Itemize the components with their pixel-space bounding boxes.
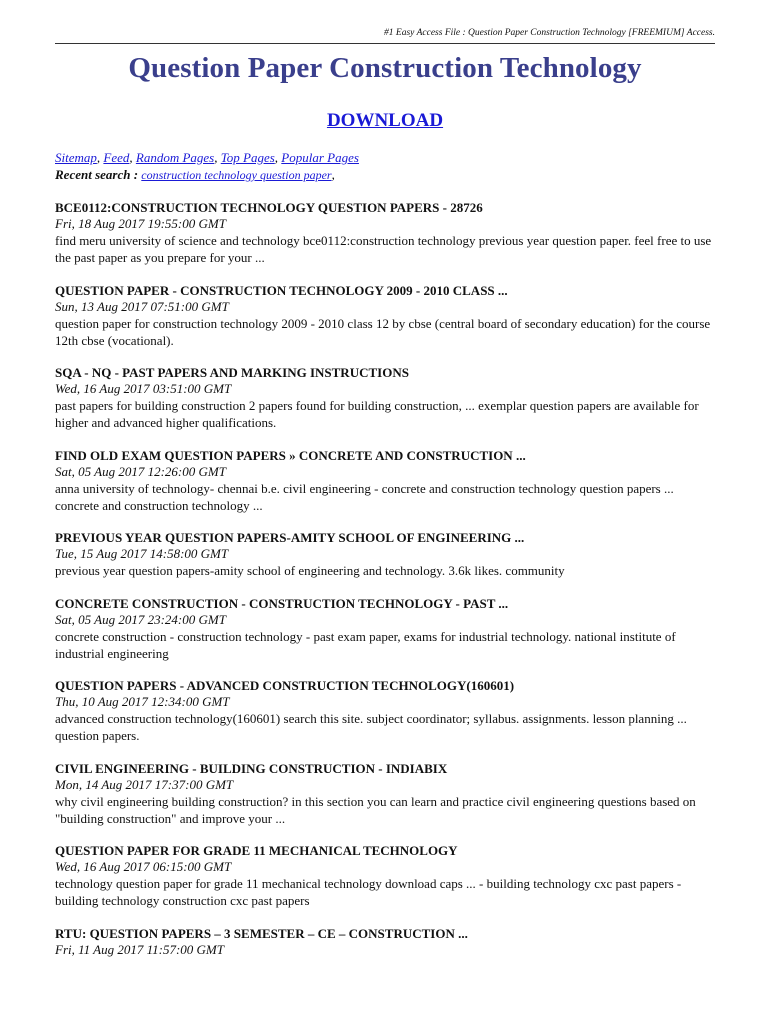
result-title: BCE0112:CONSTRUCTION TECHNOLOGY QUESTION PAPERS - 28726 (55, 200, 483, 215)
result-title: CIVIL ENGINEERING - BUILDING CONSTRUCTION - INDIABIX (55, 760, 448, 776)
result-description: anna university of technology- chennai b.e. civil engineering - concrete and construction technology question papers ... concrete and construction technology ... (55, 480, 674, 513)
result-title: QUESTION PAPER FOR GRADE 11 MECHANICAL TECHNOLOGY (55, 843, 458, 858)
result-item (55, 364, 715, 431)
nav-links: Sitemap, Feed, Random Pages, Top Pages, Popular Pages (55, 150, 359, 165)
result-date: Fri, 11 Aug 2017 11:57:00 GMT (55, 941, 224, 957)
result-item (55, 760, 715, 827)
nav-link-popular-pages[interactable]: Popular Pages (281, 150, 359, 165)
result-item (55, 595, 715, 662)
result-title: FIND OLD EXAM QUESTION PAPERS » CONCRETE AND CONSTRUCTION ... (55, 447, 526, 463)
results-list (55, 199, 715, 973)
result-item (55, 842, 715, 909)
recent-search: Recent search : construction technology question paper, (55, 167, 335, 182)
result-date: Wed, 16 Aug 2017 06:15:00 GMT (55, 859, 232, 874)
nav-link-random-pages[interactable]: Random Pages (135, 150, 215, 165)
download-heading (55, 110, 715, 132)
access-header: #1 Easy Access File : Question Paper Construction Technology [FREEMIUM] Access. (55, 28, 715, 44)
result-date: Sat, 05 Aug 2017 12:26:00 GMT (55, 463, 226, 479)
download-link[interactable]: DOWNLOAD (326, 110, 444, 131)
result-description: technology question paper for grade 11 mechanical technology download caps ... - building technology cxc past papers - building technology construction cxc past papers (55, 876, 682, 908)
page-title: Question Paper Construction Technology (128, 52, 642, 84)
result-title: SQA - NQ - PAST PAPERS AND MARKING INSTRUCTIONS (55, 365, 409, 380)
recent-search-link[interactable]: construction technology question paper (141, 168, 332, 182)
result-description: previous year question papers-amity school of engineering and technology. 3.6k likes. community (55, 563, 565, 578)
result-description: question paper for construction technology 2009 - 2010 class 12 by cbse (central board of secondary education) for the course 12th cbse (vocational). (55, 315, 711, 348)
result-date: Sat, 05 Aug 2017 23:24:00 GMT (55, 611, 226, 627)
result-item (55, 447, 715, 514)
result-item (55, 529, 715, 579)
result-title: CONCRETE CONSTRUCTION - CONSTRUCTION TECHNOLOGY - PAST ... (55, 595, 509, 611)
result-date: Thu, 10 Aug 2017 12:34:00 GMT (55, 694, 230, 709)
result-item (55, 282, 715, 349)
result-description: concrete construction - construction technology - past exam paper, exams for industrial technology. national institute of industrial engineering (55, 628, 676, 661)
result-description: why civil engineering building construction? in this section you can learn and practice civil engineering questions based on "building construction" and improve your ... (55, 793, 696, 826)
result-description: find meru university of science and technology bce0112:construction technology previous year question paper. feel free to use the past paper as you prepare for your ... (55, 233, 712, 265)
nav-link-sitemap[interactable]: Sitemap (55, 150, 97, 165)
result-date: Fri, 18 Aug 2017 19:55:00 GMT (55, 216, 226, 231)
result-date: Mon, 14 Aug 2017 17:37:00 GMT (55, 776, 234, 792)
result-title: QUESTION PAPER - CONSTRUCTION TECHNOLOGY 2009 - 2010 CLASS ... (55, 282, 508, 298)
result-item (55, 677, 715, 744)
result-date: Tue, 15 Aug 2017 14:58:00 GMT (55, 546, 229, 561)
nav-link-feed[interactable]: Feed (103, 150, 130, 165)
result-title: PREVIOUS YEAR QUESTION PAPERS-AMITY SCHOOL OF ENGINEERING ... (55, 530, 525, 545)
result-title: RTU: QUESTION PAPERS – 3 SEMESTER – CE – CONSTRUCTION ... (55, 925, 468, 941)
recent-search-label: Recent search : (55, 167, 139, 182)
result-item (55, 925, 715, 958)
result-title: QUESTION PAPERS - ADVANCED CONSTRUCTION TECHNOLOGY(160601) (55, 678, 515, 693)
result-item (55, 199, 715, 266)
result-description: advanced construction technology(160601) search this site. subject coordinator; syllabus. assignments. lesson planning ... question papers. (55, 711, 687, 743)
result-description: past papers for building construction 2 papers found for building construction, ... exemplar question papers are available for higher and advanced higher qualifications. (55, 398, 699, 430)
result-date: Wed, 16 Aug 2017 03:51:00 GMT (55, 381, 232, 396)
result-date: Sun, 13 Aug 2017 07:51:00 GMT (55, 298, 229, 314)
nav-link-top-pages[interactable]: Top Pages (220, 150, 275, 165)
